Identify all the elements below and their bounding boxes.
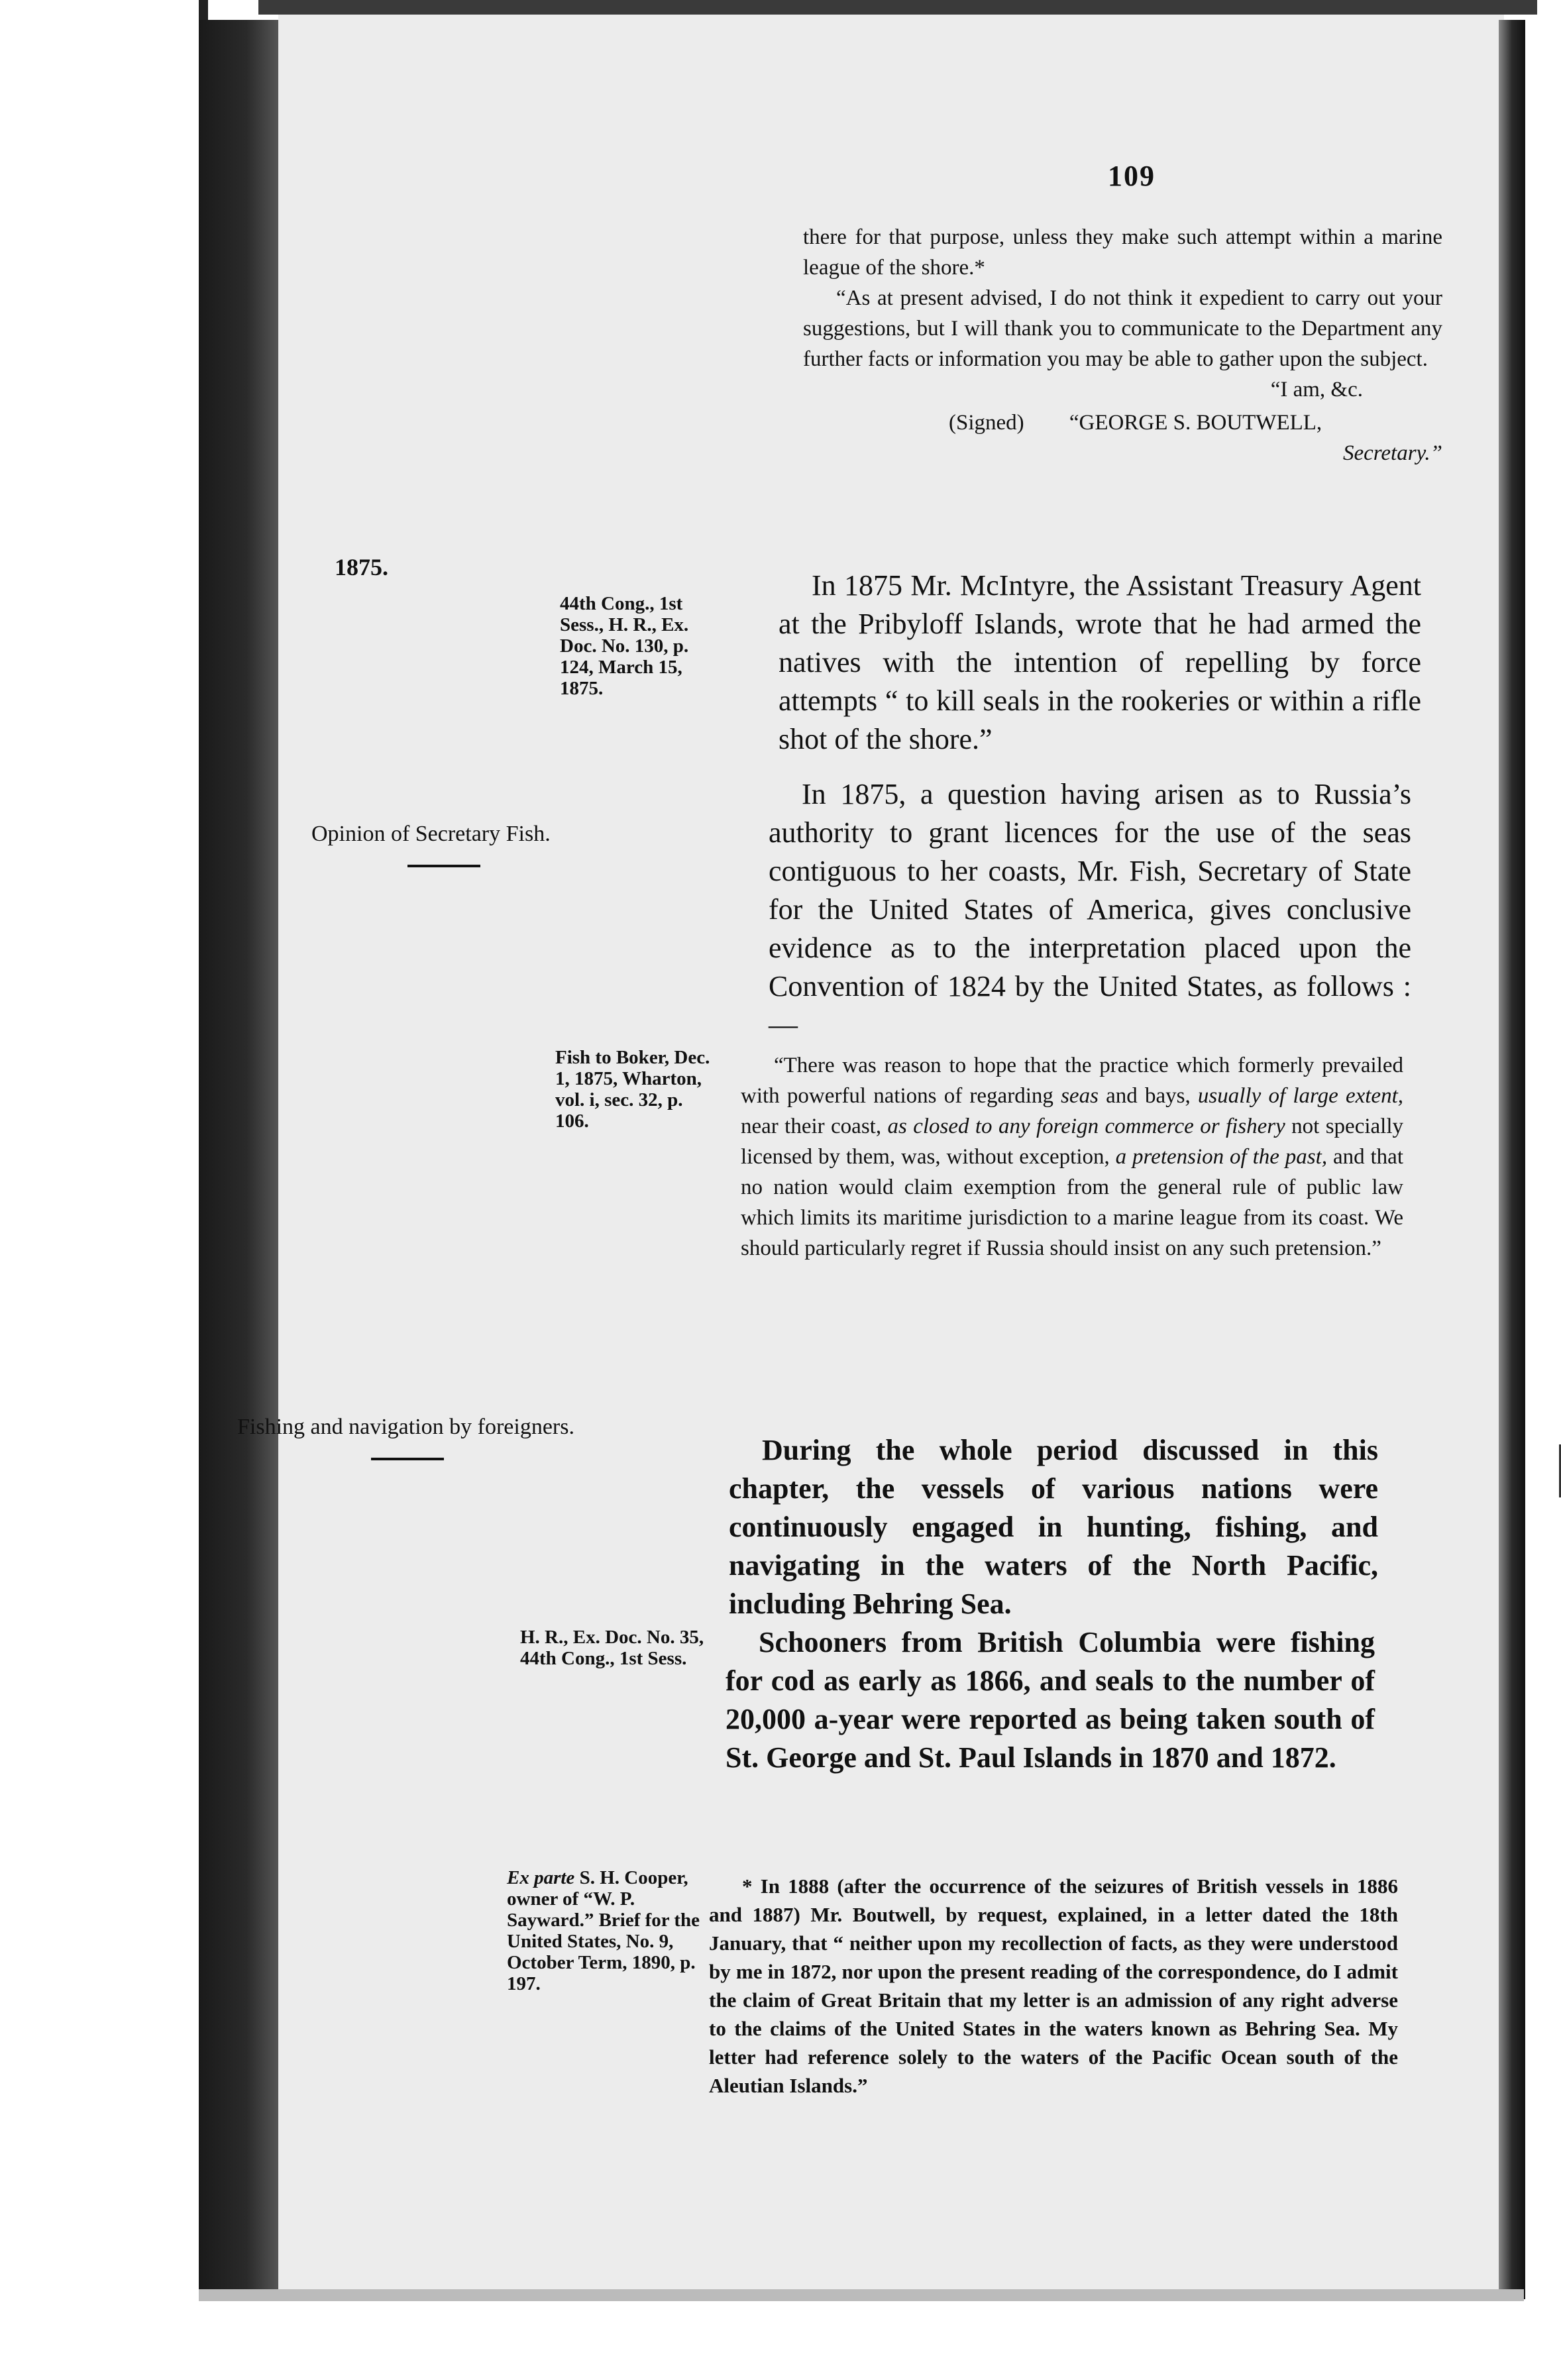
quote-part-4: not specially licensed by them, was, without exception, xyxy=(741,1114,1403,1169)
letter-closing: “I am, &c. xyxy=(1270,378,1363,402)
ex-parte-italic: Ex parte xyxy=(507,1867,575,1888)
quote-italic-3: as closed to any foreign commerce or fishery xyxy=(887,1114,1285,1138)
quote-part-1: “There was reason to hope that the practice which formerly prevailed with powerful nations of regarding xyxy=(741,1054,1403,1108)
scan-artifact-mark xyxy=(1546,1444,1561,1497)
quote-italic-1: seas xyxy=(1061,1084,1099,1108)
quote-italic-4: a pretension of the past, xyxy=(1115,1145,1328,1169)
quote-part-5: and that no nation would claim exemption from the general rule of public law which limits its maritime jurisdiction to a marine league from its coast. We should particularly regret if Russia should insist on any such pretension.” xyxy=(741,1145,1403,1260)
margin-heading-foreigners: Fishing and navigation by foreigners. xyxy=(237,1415,574,1439)
footnote xyxy=(709,1872,1398,2100)
margin-reference-fish-boker: Fish to Boker, Dec. 1, 1875, Wharton, vol. i, sec. 32, p. 106. xyxy=(555,1047,710,1132)
margin-reference-hr-doc-35: H. R., Ex. Doc. No. 35, 44th Cong., 1st Sess. xyxy=(520,1627,704,1669)
margin-reference-ex-parte xyxy=(507,1867,706,1994)
signer-title: Secretary.” xyxy=(1343,441,1442,465)
margin-heading-rule xyxy=(407,865,480,867)
signed-label: (Signed) xyxy=(949,411,1024,435)
schooners-paragraph xyxy=(726,1623,1375,1777)
margin-heading-rule-2 xyxy=(371,1458,444,1460)
period-paragraph xyxy=(729,1431,1378,1623)
signer-name: “GEORGE S. BOUTWELL, xyxy=(1069,411,1322,435)
margin-year: 1875. xyxy=(335,554,388,580)
page-right-edge xyxy=(1499,20,1525,2299)
letter-advised-paragraph: “As at present advised, I do not think it expedient to carry out your suggestions, but I will thank you to communicate to the Department any further facts or information you may be able to gather upon the subject. xyxy=(803,286,1442,371)
schooners-text: Schooners from British Columbia were fishing for cod as early as 1866, and seals to the number of 20,000 a-year were reported as being taken south of St. George and St. Paul Islands in 1870 and 1872. xyxy=(726,1626,1375,1774)
letter-cont-line: there for that purpose, unless they make such attempt within a marine league of the shore.* xyxy=(803,225,1442,280)
russia-text: In 1875, a question having arisen as to Russia’s authority to grant licences for the use of the seas contiguous to her coasts, Mr. Fish, Secretary of State for the United States of America, gives conclusive evidence as to the interpretation placed upon the Convention of 1824 by the United States, as follows :— xyxy=(769,778,1411,1041)
mcintyre-paragraph xyxy=(779,567,1421,759)
ex-parte-text: S. H. Cooper, owner of “W. P. Sayward.” Brief for the United States, No. 9, October Term, 1890, p. 197. xyxy=(507,1867,700,1994)
page-bottom-edge xyxy=(199,2289,1524,2301)
quote-part-3: near their coast, xyxy=(741,1114,888,1138)
letter-signature-line xyxy=(803,407,1442,438)
page-top-edge xyxy=(258,0,1537,15)
fish-quote xyxy=(741,1050,1403,1264)
russia-paragraph xyxy=(769,775,1411,1044)
footnote-text: * In 1888 (after the occurrence of the seizures of British vessels in 1886 and 1887) Mr. Boutwell, by request, explained, in a letter dated the 18th January, that “ neither upon my recollection of facts, as they were understood by me in 1872, nor upon the present reading of the correspondence, do I admit the claim of Great Britain that my letter is an admission of any right adverse to the claims of the United States in the waters known as Behring Sea. My letter had reference solely to the waters of the Pacific Ocean south of the Aleutian Islands.” xyxy=(709,1874,1398,2097)
fish-quote-text xyxy=(741,1050,1403,1264)
mcintyre-text: In 1875 Mr. McIntyre, the Assistant Treasury Agent at the Pribyloff Islands, wrote that he had armed the natives with the intention of repelling by force attempts “ to kill seals in the rookeries or within a rifle shot of the shore.” xyxy=(779,569,1421,755)
page-number: 109 xyxy=(1108,160,1156,192)
period-text: During the whole period discussed in this chapter, the vessels of various nations were continuously engaged in hunting, fishing, and navigating in the waters of the North Pacific, including Behring Sea. xyxy=(729,1434,1378,1620)
letter-continuation xyxy=(803,222,1442,468)
quote-italic-2: usually of large extent, xyxy=(1197,1084,1403,1108)
margin-heading-secretary-fish: Opinion of Secretary Fish. xyxy=(311,822,551,846)
book-gutter-shadow xyxy=(199,20,278,2293)
margin-reference-44th-cong: 44th Cong., 1st Sess., H. R., Ex. Doc. No. 130, p. 124, March 15, 1875. xyxy=(560,593,689,699)
quote-part-2: and bays, xyxy=(1098,1084,1198,1108)
